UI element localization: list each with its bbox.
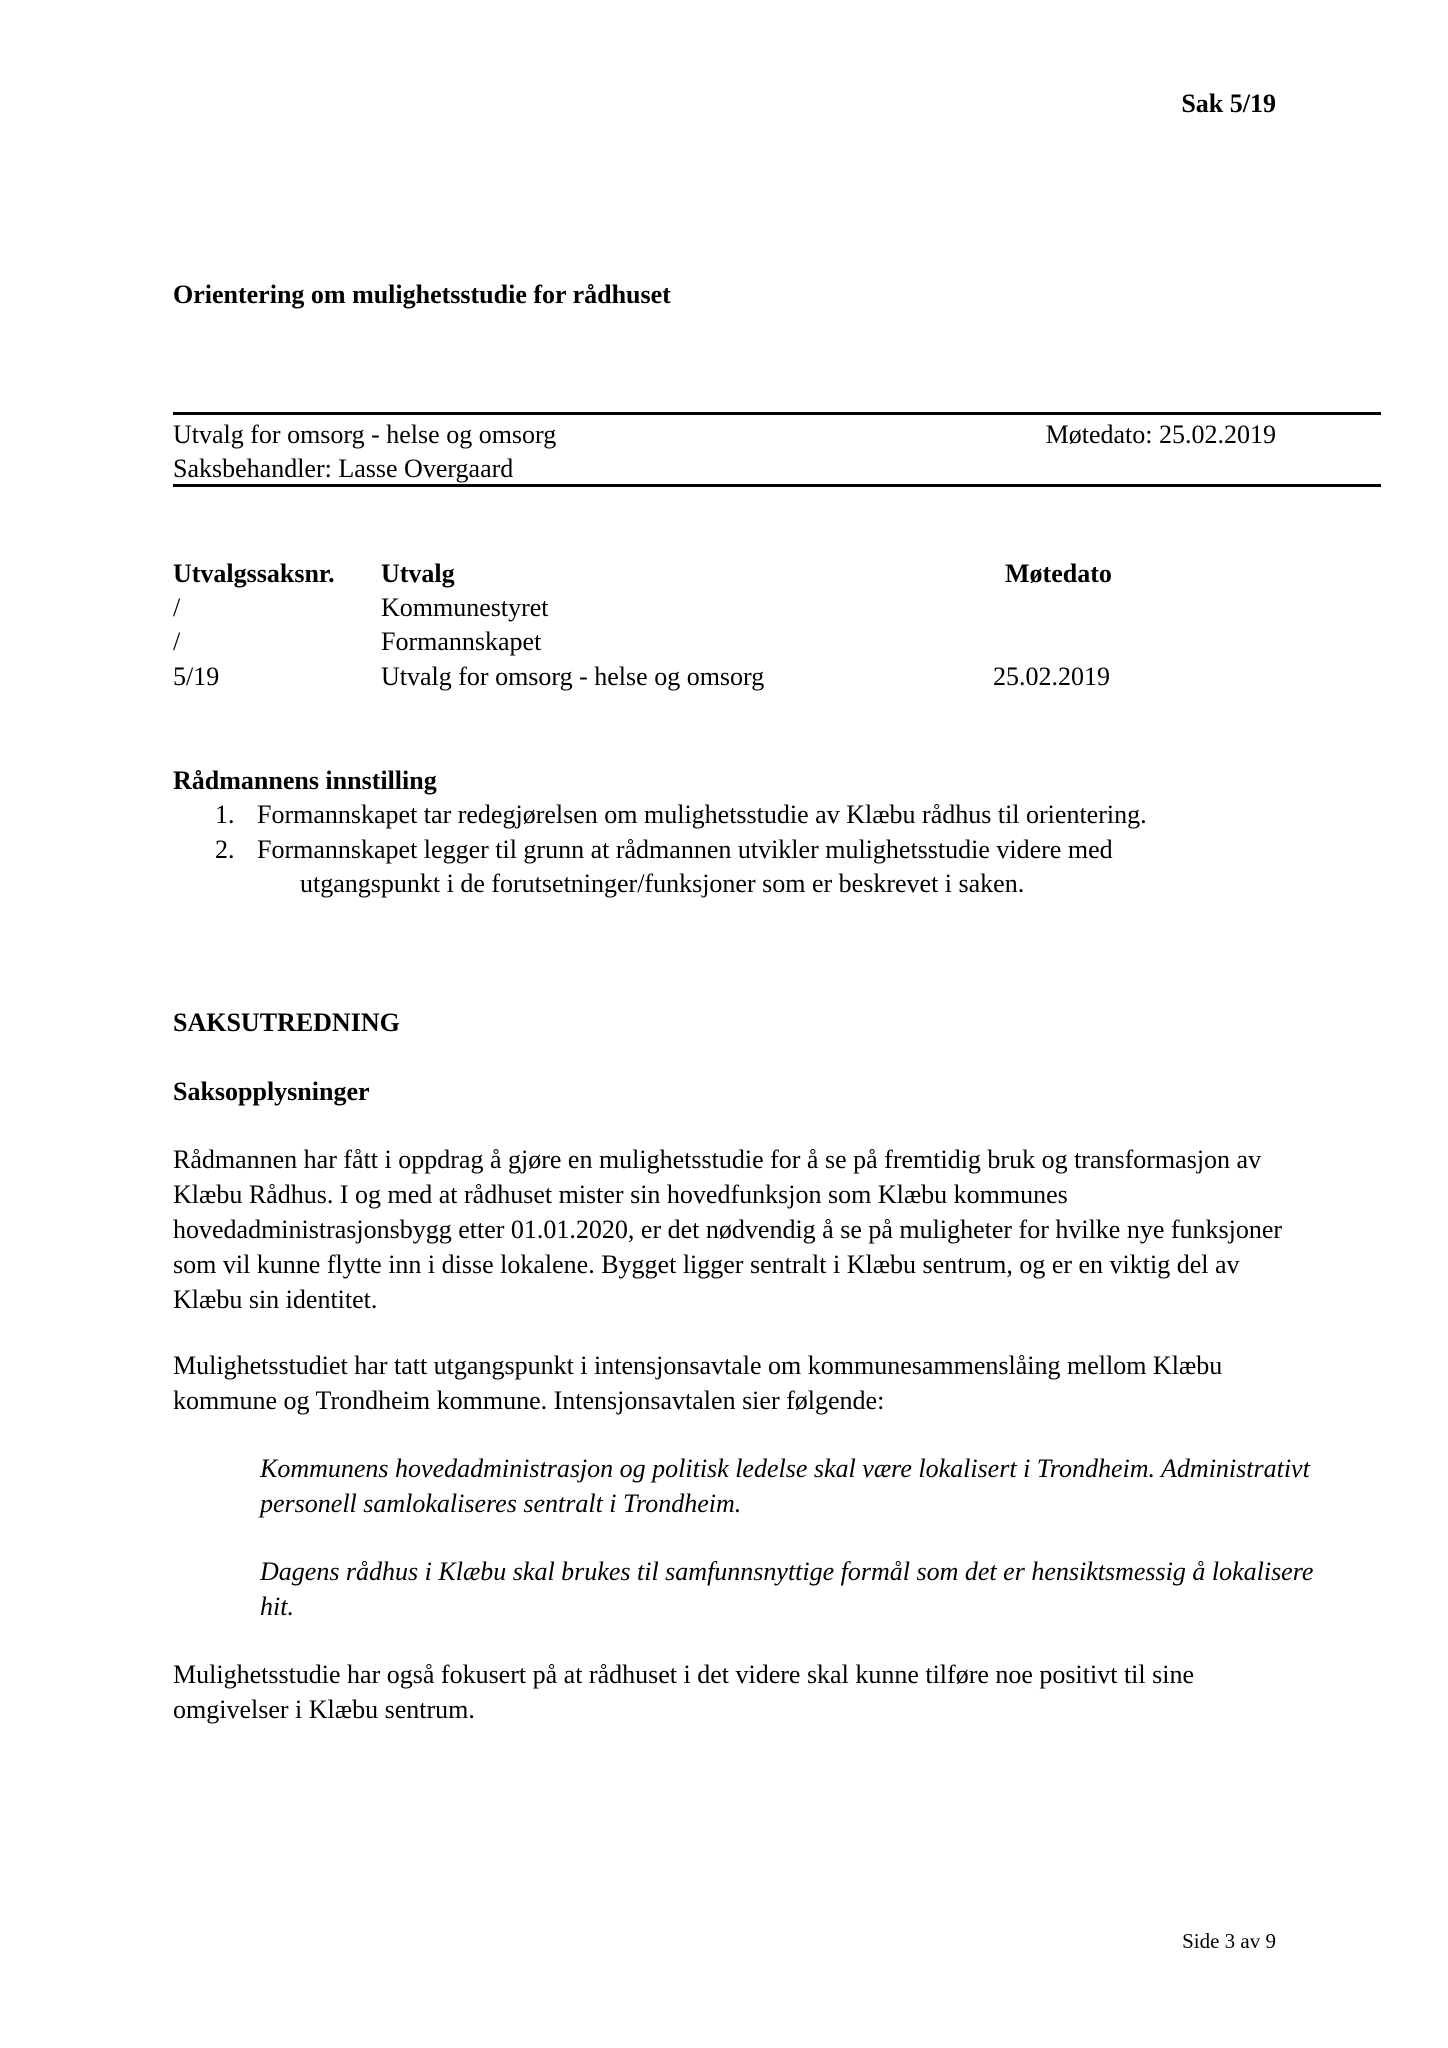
cell-case-no: 5/19 bbox=[173, 662, 220, 691]
body-paragraph: Mulighetsstudie har også fokusert på at rådhuset i det videre skal kunne tilføre noe positivt til sine omgivelser i Klæbu sentrum. bbox=[173, 1660, 1194, 1724]
section-heading: SAKSUTREDNING bbox=[173, 1008, 400, 1037]
recommendation-heading: Rådmannens innstilling bbox=[173, 766, 437, 795]
case-reference: Sak 5/19 bbox=[1181, 89, 1276, 118]
page-number: Side 3 av 9 bbox=[1182, 1929, 1276, 1953]
list-number: 1. bbox=[215, 800, 235, 829]
committee-name: Utvalg for omsorg - helse og omsorg bbox=[173, 420, 557, 449]
quote-paragraph: Dagens rådhus i Klæbu skal brukes til samfunnsnyttige formål som det er hensiktsmessig å lokalisere hit. bbox=[260, 1557, 1314, 1621]
cell-case-no: / bbox=[173, 627, 181, 656]
cell-committee: Formannskapet bbox=[381, 627, 542, 656]
cell-committee: Utvalg for omsorg - helse og omsorg bbox=[381, 662, 765, 691]
table-row bbox=[173, 590, 1173, 625]
top-rule bbox=[173, 412, 1381, 415]
subheading: Saksopplysninger bbox=[173, 1077, 370, 1106]
body-paragraph: Mulighetsstudiet har tatt utgangspunkt i intensjonsavtale om kommunesammenslåing mellom Klæbu kommune og Trondheim kommune. Intensjonsavtalen sier følgende: bbox=[173, 1351, 1223, 1415]
col-header-committee: Utvalg bbox=[381, 559, 455, 588]
quote-paragraph: Kommunens hovedadministrasjon og politisk ledelse skal være lokalisert i Trondheim. Administrativt personell samlokaliseres sentralt i Trondheim. bbox=[260, 1454, 1310, 1518]
case-officer: Saksbehandler: Lasse Overgaard bbox=[173, 454, 514, 483]
list-text: Formannskapet legger til grunn at rådmannen utvikler mulighetsstudie videre med bbox=[257, 835, 1113, 864]
meeting-date: Møtedato: 25.02.2019 bbox=[1045, 420, 1276, 449]
body-paragraph: Rådmannen har fått i oppdrag å gjøre en mulighetsstudie for å se på fremtidig bruk og transformasjon av Klæbu Rådhus. I og med at rådhuset mister sin hovedfunksjon som Klæbu kommunes hovedadministrasjonsbygg etter 01.01.2020, er det nødvendig å se på muligheter for hvilke nye funksjoner som vil kunne flytte inn i disse lokalene. Bygget ligger sentralt i Klæbu sentrum, og er en viktig del av Klæbu sin identitet. bbox=[173, 1145, 1283, 1314]
table-row bbox=[173, 659, 1173, 694]
list-text: Formannskapet tar redegjørelsen om mulighetsstudie av Klæbu rådhus til orientering. bbox=[257, 800, 1147, 829]
cell-case-no: / bbox=[173, 593, 181, 622]
cell-date: 25.02.2019 bbox=[993, 662, 1110, 691]
document-title: Orientering om mulighetsstudie for rådhuset bbox=[173, 280, 671, 309]
table-row bbox=[173, 624, 1173, 659]
list-number: 2. bbox=[215, 835, 235, 864]
col-header-case-no: Utvalgssaksnr. bbox=[173, 559, 335, 588]
list-text-continuation: utgangspunkt i de forutsetninger/funksjoner som er beskrevet i saken. bbox=[300, 869, 1025, 898]
cell-committee: Kommunestyret bbox=[381, 593, 549, 622]
case-table-header bbox=[173, 556, 1173, 591]
col-header-date: Møtedato bbox=[1005, 559, 1112, 588]
bottom-rule bbox=[173, 484, 1381, 487]
